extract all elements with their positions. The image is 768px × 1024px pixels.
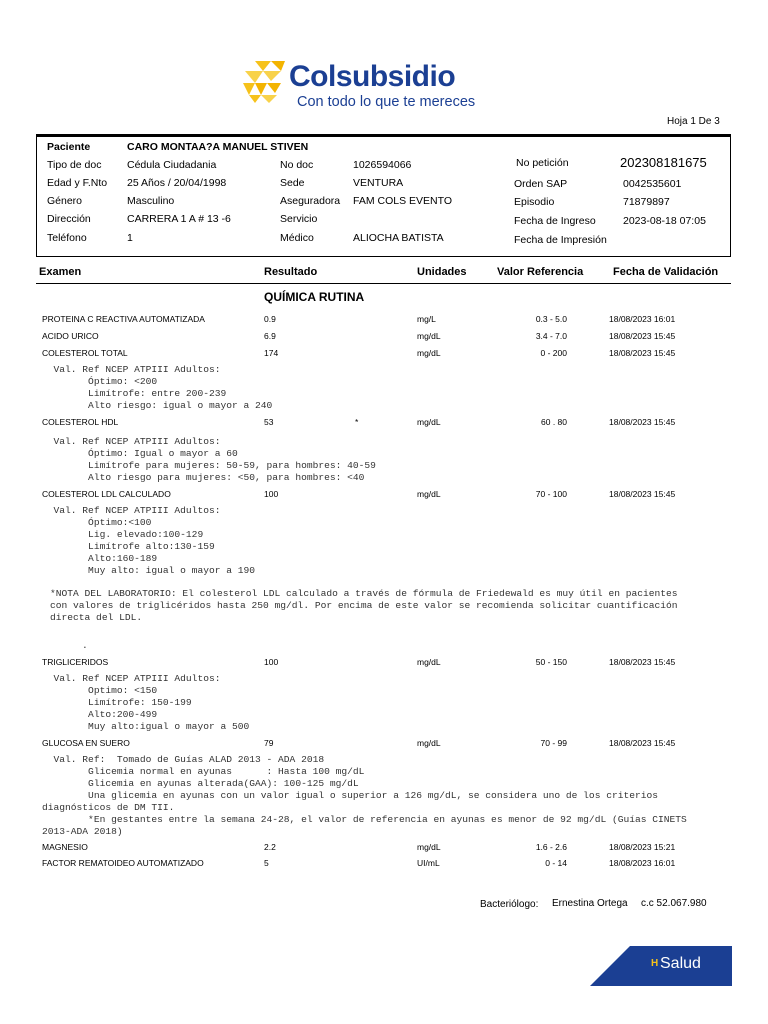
exam-unit: mg/dL	[417, 417, 441, 427]
salud-label: Salud	[660, 955, 701, 972]
episodio-label: Episodio	[514, 196, 555, 208]
telefono-label: Teléfono	[47, 232, 87, 244]
medico-value: ALIOCHA BATISTA	[353, 232, 444, 244]
exam-unit: mg/L	[417, 314, 436, 324]
aseguradora-value: FAM COLS EVENTO	[353, 195, 452, 207]
exam-result: 0.9	[264, 314, 276, 324]
exam-date: 18/08/2023 15:45	[609, 489, 676, 499]
reference-note: Val. Ref NCEP ATPIII Adultos: Óptimo: <200 Limítrofe: entre 200-239 Alto riesgo: igual o mayor a 240	[53, 364, 273, 411]
exam-unit: mg/dL	[417, 842, 441, 852]
exam-date: 18/08/2023 15:45	[609, 657, 676, 667]
col-valor-referencia: Valor Referencia	[497, 266, 584, 278]
exam-ref: 50 - 150	[535, 657, 567, 667]
exam-date: 18/08/2023 15:45	[609, 331, 676, 341]
sede-label: Sede	[280, 177, 305, 189]
exam-result: 5	[264, 858, 269, 868]
exam-unit: mg/dL	[417, 331, 441, 341]
signature-label: Bacteriólogo:	[480, 899, 539, 910]
exam-date: 18/08/2023 15:45	[609, 417, 676, 427]
exam-result: 2.2	[264, 842, 276, 852]
section-title: QUÍMICA RUTINA	[264, 290, 365, 304]
telefono-value: 1	[127, 232, 133, 244]
exam-date: 18/08/2023 15:21	[609, 842, 676, 852]
servicio-label: Servicio	[280, 213, 318, 225]
no-peticion-label: No petición	[516, 157, 569, 169]
exam-name: GLUCOSA EN SUERO	[42, 738, 130, 748]
exam-unit: UI/mL	[417, 858, 440, 868]
col-examen: Examen	[39, 266, 82, 278]
no-doc-value: 1026594066	[353, 159, 412, 171]
no-doc-label: No doc	[280, 159, 314, 171]
salud-h-mark: H	[651, 958, 659, 969]
exam-date: 18/08/2023 16:01	[609, 858, 676, 868]
exam-ref: 60 . 80	[541, 417, 567, 427]
paciente-value: CARO MONTAA?A MANUEL STIVEN	[127, 141, 309, 153]
sede-value: VENTURA	[353, 177, 404, 189]
genero-label: Género	[47, 195, 83, 207]
exam-unit: mg/dL	[417, 489, 441, 499]
edad-value: 25 Años / 20/04/1998	[127, 177, 227, 189]
signature-name: Ernestina Ortega	[552, 898, 628, 909]
exam-unit: mg/dL	[417, 657, 441, 667]
exam-ref: 70 - 100	[535, 489, 567, 499]
exam-name: FACTOR REMATOIDEO AUTOMATIZADO	[42, 858, 204, 868]
fecha-impresion-label: Fecha de Impresión	[514, 234, 607, 246]
exam-name: MAGNESIO	[42, 842, 88, 852]
exam-ref: 1.6 - 2.6	[535, 842, 567, 852]
colsubsidio-logo-icon	[241, 59, 289, 105]
orden-sap-value: 0042535601	[623, 178, 682, 190]
fecha-ingreso-value: 2023-08-18 07:05	[623, 215, 706, 227]
exam-ref: 3.4 - 7.0	[535, 331, 567, 341]
exam-date: 18/08/2023 16:01	[609, 314, 676, 324]
exam-name: ACIDO URICO	[42, 331, 99, 341]
col-unidades: Unidades	[417, 266, 467, 278]
exam-ref: 0 - 200	[540, 348, 567, 358]
exam-name: COLESTEROL TOTAL	[42, 348, 128, 358]
dot-mark: .	[82, 640, 88, 651]
no-peticion-value: 202308181675	[620, 155, 707, 170]
exam-name: COLESTEROL HDL	[42, 417, 119, 427]
genero-value: Masculino	[127, 195, 175, 207]
exam-result: 174	[264, 348, 279, 358]
col-fecha-validacion: Fecha de Validación	[613, 266, 719, 278]
exam-result: 53	[264, 417, 274, 427]
episodio-value: 71879897	[623, 196, 670, 208]
paciente-label: Paciente	[47, 141, 91, 153]
exam-name: TRIGLICERIDOS	[42, 657, 109, 667]
abnormal-flag: *	[355, 417, 359, 427]
reference-note: Val. Ref NCEP ATPIII Adultos: Optimo: <150 Limítrofe: 150-199 Alto:200-499 Muy alto:igual o mayor a 500	[53, 673, 250, 732]
exam-result: 79	[264, 738, 274, 748]
fecha-ingreso-label: Fecha de Ingreso	[514, 215, 596, 227]
exam-date: 18/08/2023 15:45	[609, 348, 676, 358]
exam-unit: mg/dL	[417, 348, 441, 358]
exam-name: PROTEINA C REACTIVA AUTOMATIZADA	[42, 314, 205, 324]
exam-unit: mg/dL	[417, 738, 441, 748]
lab-note: *NOTA DEL LABORATORIO: El colesterol LDL calculado a través de fórmula de Friedewald es muy útil en pacientes con valores de triglicéridos hasta 250 mg/dl. Por encima de este valor se recomienda solicitar cuantificación directa del LDL.	[50, 588, 678, 623]
aseguradora-label: Aseguradora	[280, 195, 341, 207]
tipo-doc-label: Tipo de doc	[47, 159, 102, 171]
exam-ref: 0.3 - 5.0	[535, 314, 567, 324]
col-resultado: Resultado	[264, 266, 318, 278]
direccion-label: Dirección	[47, 213, 91, 225]
exam-result: 100	[264, 657, 279, 667]
exam-result: 6.9	[264, 331, 276, 341]
exam-ref: 70 - 99	[540, 738, 567, 748]
edad-label: Edad y F.Nto	[47, 177, 108, 189]
orden-sap-label: Orden SAP	[514, 178, 568, 190]
exam-result: 100	[264, 489, 279, 499]
brand-tagline: Con todo lo que te mereces	[297, 94, 476, 110]
tipo-doc-value: Cédula Ciudadania	[127, 159, 217, 171]
direccion-value: CARRERA 1 A # 13 -6	[127, 213, 231, 225]
reference-note: Val. Ref: Tomado de Guías ALAD 2013 - ADA 2018 Glicemia normal en ayunas : Hasta 100 mg/dL Glicemia en ayunas alterada(GAA): 100-125 mg/dL Una glicemia en ayunas con un valor igual o superior a 126 mg/dL, se considera uno de los criterios diagnósticos de DM TII. *En gestantes entre la semana 24-28, el valor de referencia en ayunas es menor de 92 mg/dL (Guías CINETS 2013-ADA 2018)	[42, 754, 687, 837]
signature-id: c.c 52.067.980	[641, 898, 707, 909]
reference-note: Val. Ref NCEP ATPIII Adultos: Óptimo:<100 Lig. elevado:100-129 Limítrofe alto:130-159 Alto:160-189 Muy alto: igual o mayor a 190	[53, 505, 256, 576]
medico-label: Médico	[280, 232, 314, 244]
page-indicator: Hoja 1 De 3	[667, 116, 720, 127]
header-divider	[36, 283, 731, 284]
exam-date: 18/08/2023 15:45	[609, 738, 676, 748]
exam-ref: 0 - 14	[545, 858, 567, 868]
brand-name: Colsubsidio	[289, 60, 456, 93]
reference-note: Val. Ref NCEP ATPIII Adultos: Óptimo: Igual o mayor a 60 Limítrofe para mujeres: 50-59, para hombres: 40-59 Alto riesgo para mujeres: <50, para hombres: <40	[53, 436, 376, 483]
patient-box-top-border	[36, 134, 731, 137]
exam-name: COLESTEROL LDL CALCULADO	[42, 489, 171, 499]
